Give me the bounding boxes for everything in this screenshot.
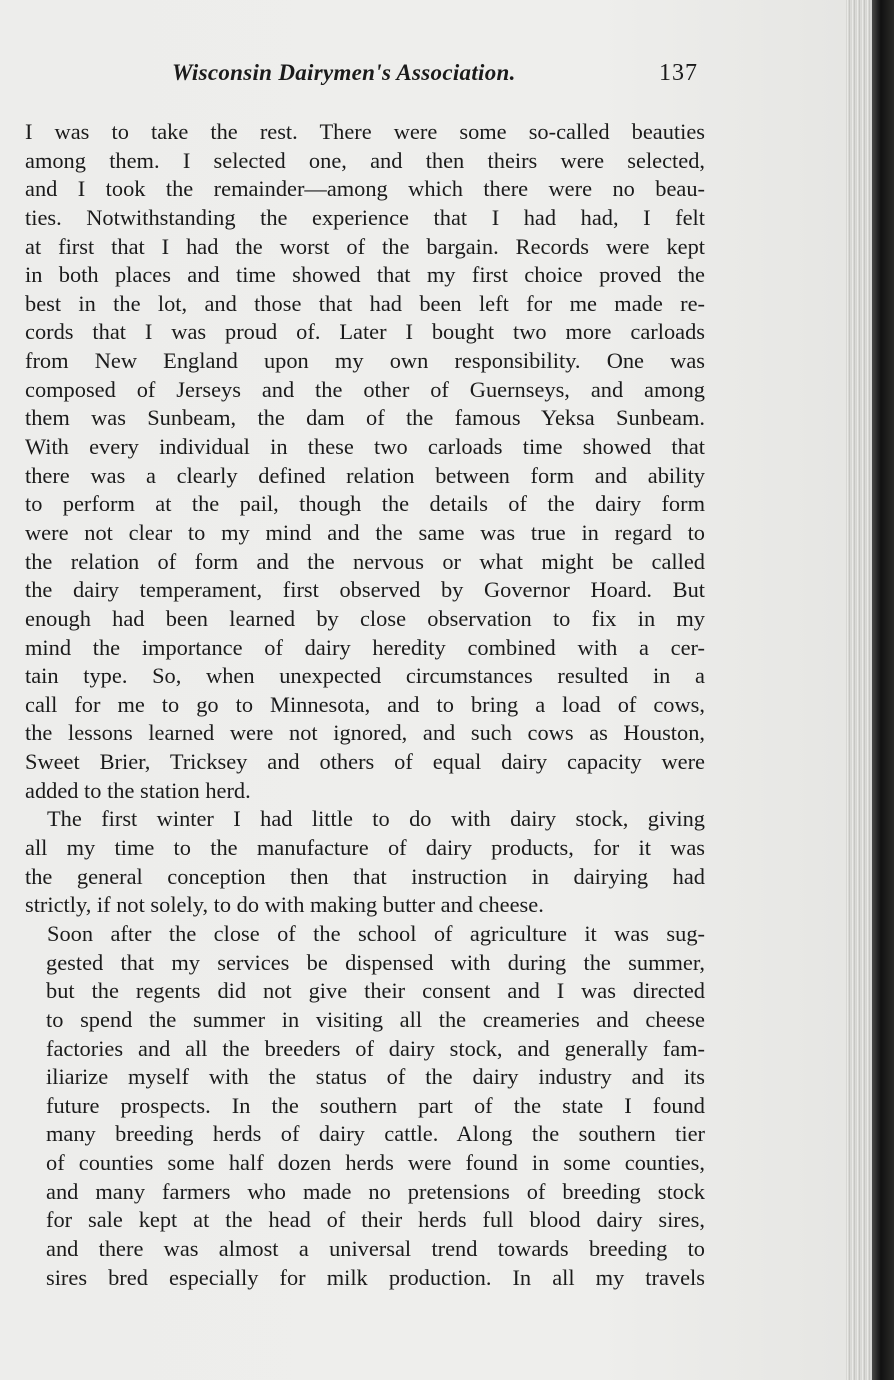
text-line: at first that I had the worst of the bargain. Records were kept bbox=[25, 233, 705, 259]
text-line: the relation of form and the nervous or what might be called bbox=[25, 548, 705, 574]
running-head-title: Wisconsin Dairymen's Association. bbox=[172, 60, 516, 85]
text-line: Sweet Brier, Tricksey and others of equal dairy capacity were bbox=[25, 749, 705, 775]
text-line: call for me to go to Minnesota, and to bring a load of cows, bbox=[25, 691, 705, 717]
text-line: composed of Jerseys and the other of Guernseys, and among bbox=[25, 376, 705, 402]
text-line: to perform at the pail, though the details of the dairy form bbox=[25, 491, 705, 517]
book-spine-shadow bbox=[872, 0, 894, 1380]
text-line: iliarize myself with the status of the dairy industry and its bbox=[46, 1064, 705, 1090]
text-line: With every individual in these two carloads time showed that bbox=[25, 434, 705, 460]
text-line: sires bred especially for milk production. In all my travels bbox=[46, 1264, 705, 1290]
text-line: to spend the summer in visiting all the creameries and cheese bbox=[46, 1006, 705, 1032]
text-line: the lessons learned were not ignored, and such cows as Houston, bbox=[25, 720, 705, 746]
running-head bbox=[34, 60, 698, 94]
text-line: and there was almost a universal trend towards breeding to bbox=[46, 1235, 705, 1261]
text-line: best in the lot, and those that had been left for me made re- bbox=[25, 290, 705, 316]
text-line: tain type. So, when unexpected circumstances resulted in a bbox=[25, 663, 705, 689]
text-line: I was to take the rest. There were some so-called beauties bbox=[25, 119, 705, 144]
text-line: among them. I selected one, and then theirs were selected, bbox=[25, 147, 705, 173]
body-text bbox=[25, 118, 705, 1292]
text-line: added to the station herd. bbox=[25, 777, 251, 803]
text-line: cords that I was proud of. Later I bought two more carloads bbox=[25, 319, 705, 345]
text-line: mind the importance of dairy heredity combined with a cer- bbox=[25, 634, 705, 660]
text-line: and I took the remainder—among which there were no beau- bbox=[25, 176, 705, 202]
text-line: but the regents did not give their consent and I was directed bbox=[46, 978, 705, 1004]
text-line: there was a clearly defined relation between form and ability bbox=[25, 462, 705, 488]
text-line: them was Sunbeam, the dam of the famous Yeksa Sunbeam. bbox=[25, 405, 705, 431]
text-line: for sale kept at the head of their herds full blood dairy sires, bbox=[46, 1207, 705, 1233]
text-line: many breeding herds of dairy cattle. Along the southern tier bbox=[46, 1121, 705, 1147]
text-line: gested that my services be dispensed with during the summer, bbox=[46, 949, 705, 975]
text-line: were not clear to my mind and the same was true in regard to bbox=[25, 519, 705, 545]
text-line: future prospects. In the southern part of the state I found bbox=[46, 1092, 705, 1118]
text-line: ties. Notwithstanding the experience that I had had, I felt bbox=[25, 204, 705, 230]
text-line: from New England upon my own responsibility. One was bbox=[25, 348, 705, 374]
text-line: of counties some half dozen herds were found in some counties, bbox=[46, 1150, 705, 1176]
text-line: all my time to the manufacture of dairy products, for it was bbox=[25, 835, 705, 861]
text-line: and many farmers who made no pretensions of breeding stock bbox=[46, 1178, 705, 1204]
text-line: the dairy temperament, first observed by Governor Hoard. But bbox=[25, 577, 705, 603]
text-line: the general conception then that instruction in dairying had bbox=[25, 863, 705, 889]
text-line: enough had been learned by close observation to fix in my bbox=[25, 605, 705, 631]
text-line: Soon after the close of the school of agriculture it was sug- bbox=[47, 920, 705, 946]
text-line: strictly, if not solely, to do with making butter and cheese. bbox=[25, 892, 544, 918]
page-number: 137 bbox=[659, 60, 698, 86]
text-line: factories and all the breeders of dairy stock, and generally fam- bbox=[46, 1035, 705, 1061]
text-line: in both places and time showed that my first choice proved the bbox=[25, 262, 705, 288]
text-line: The first winter I had little to do with dairy stock, giving bbox=[47, 806, 705, 832]
